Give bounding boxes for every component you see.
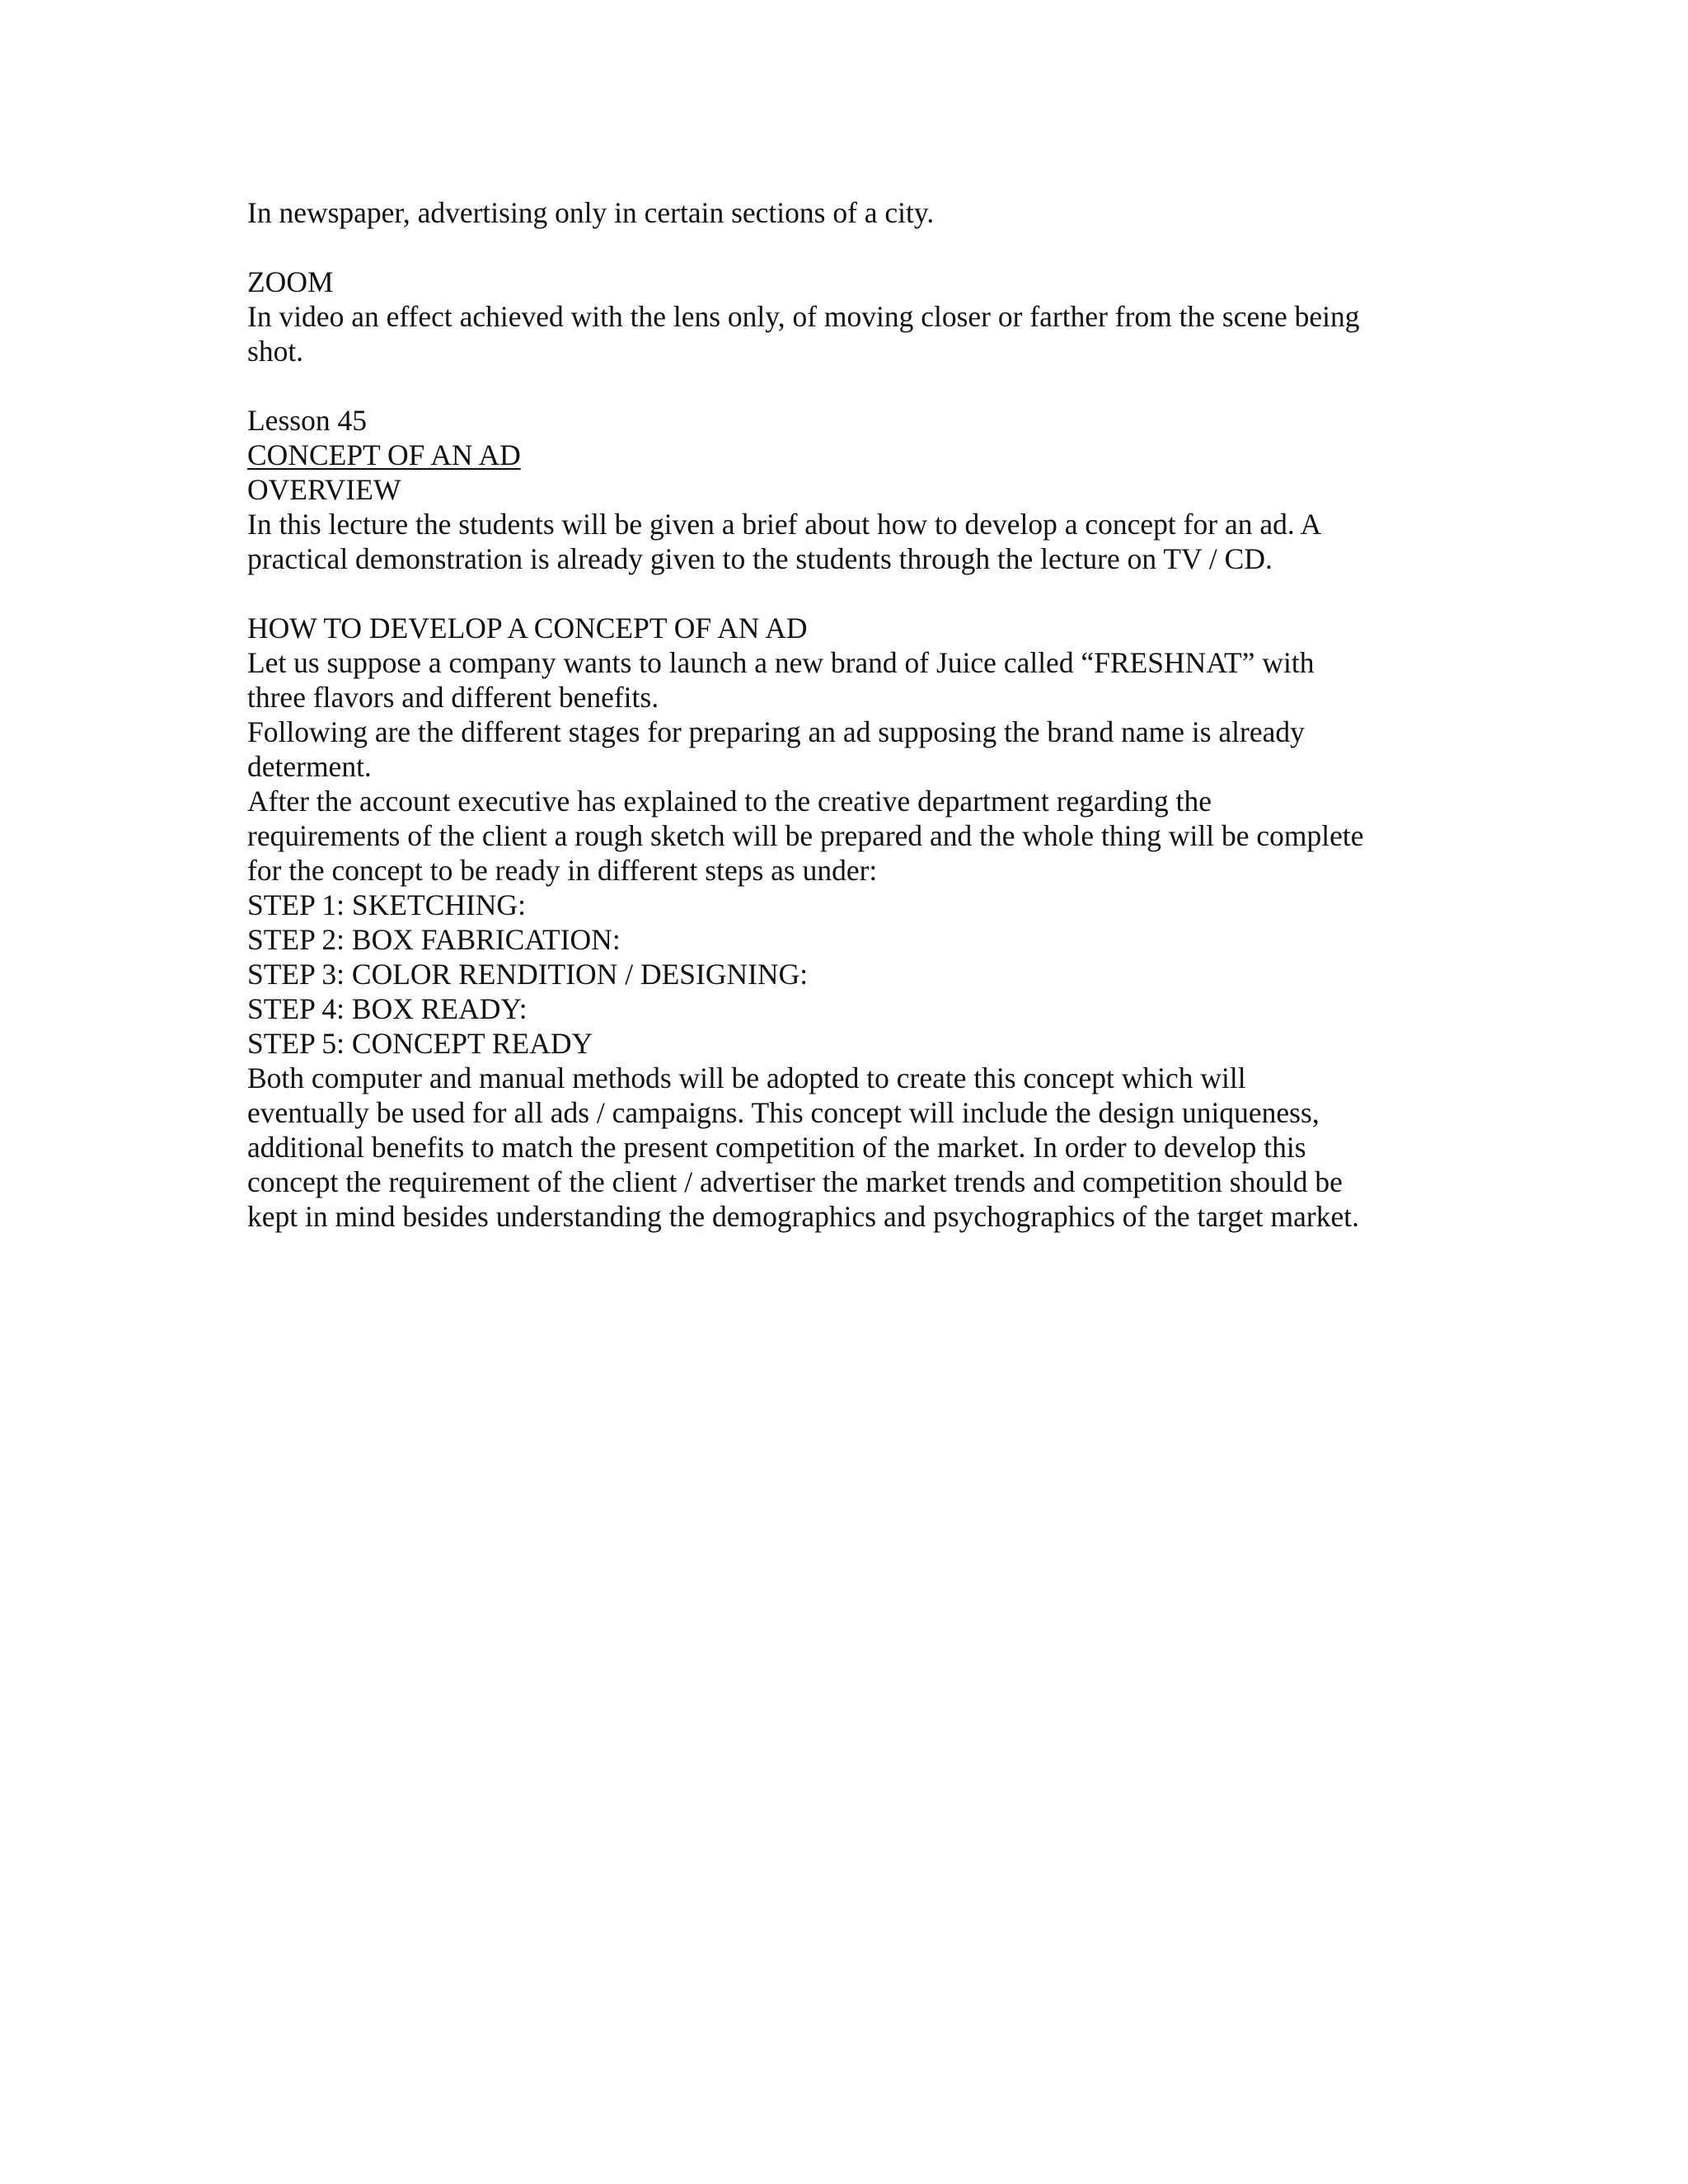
overview-text-line: In this lecture the students will be given a brief about how to develop a concept for an ad. A (247, 508, 1322, 541)
develop-text-line: Let us suppose a company wants to launch a new brand of Juice called “FRESHNAT” with (247, 646, 1315, 679)
step-item: STEP 5: CONCEPT READY (247, 1027, 593, 1060)
develop-heading: HOW TO DEVELOP A CONCEPT OF AN AD (247, 612, 808, 644)
step-item: STEP 3: COLOR RENDITION / DESIGNING: (247, 958, 809, 991)
closing-text-line: Both computer and manual methods will be adopted to create this concept which will (247, 1062, 1246, 1094)
develop-text-line: three flavors and different benefits. (247, 681, 659, 714)
closing-text-line: eventually be used for all ads / campaigns. This concept will include the design uniqueness, (247, 1096, 1320, 1129)
overview-heading: OVERVIEW (247, 473, 401, 506)
closing-text-line: kept in mind besides understanding the demographics and psychographics of the target market. (247, 1200, 1359, 1233)
lesson-title: CONCEPT OF AN AD (247, 438, 521, 471)
blank-line (247, 368, 1442, 403)
intro-line: In newspaper, advertising only in certain sections of a city. (247, 196, 935, 229)
blank-line (247, 576, 1442, 611)
zoom-text-line: In video an effect achieved with the lens only, of moving closer or farther from the scene being (247, 300, 1360, 333)
overview-text-line: practical demonstration is already given to the students through the lecture on TV / CD. (247, 542, 1273, 575)
blank-line (247, 230, 1442, 265)
step-item: STEP 4: BOX READY: (247, 992, 528, 1025)
lesson-label: Lesson 45 (247, 404, 367, 437)
develop-text-line: After the account executive has explained to the creative department regarding the (247, 785, 1212, 818)
develop-text-line: determent. (247, 750, 372, 783)
zoom-text-line: shot. (247, 335, 304, 368)
step-item: STEP 1: SKETCHING: (247, 888, 526, 921)
closing-text-line: additional benefits to match the present competition of the market. In order to develop this (247, 1131, 1306, 1164)
develop-text-line: requirements of the client a rough sketch will be prepared and the whole thing will be complete (247, 819, 1364, 852)
zoom-heading: ZOOM (247, 265, 334, 298)
document-body (247, 195, 1442, 1234)
develop-text-line: Following are the different stages for preparing an ad supposing the brand name is already (247, 715, 1305, 748)
step-item: STEP 2: BOX FABRICATION: (247, 923, 621, 956)
closing-text-line: concept the requirement of the client / advertiser the market trends and competition should be (247, 1165, 1343, 1198)
develop-text-line: for the concept to be ready in different steps as under: (247, 854, 878, 887)
